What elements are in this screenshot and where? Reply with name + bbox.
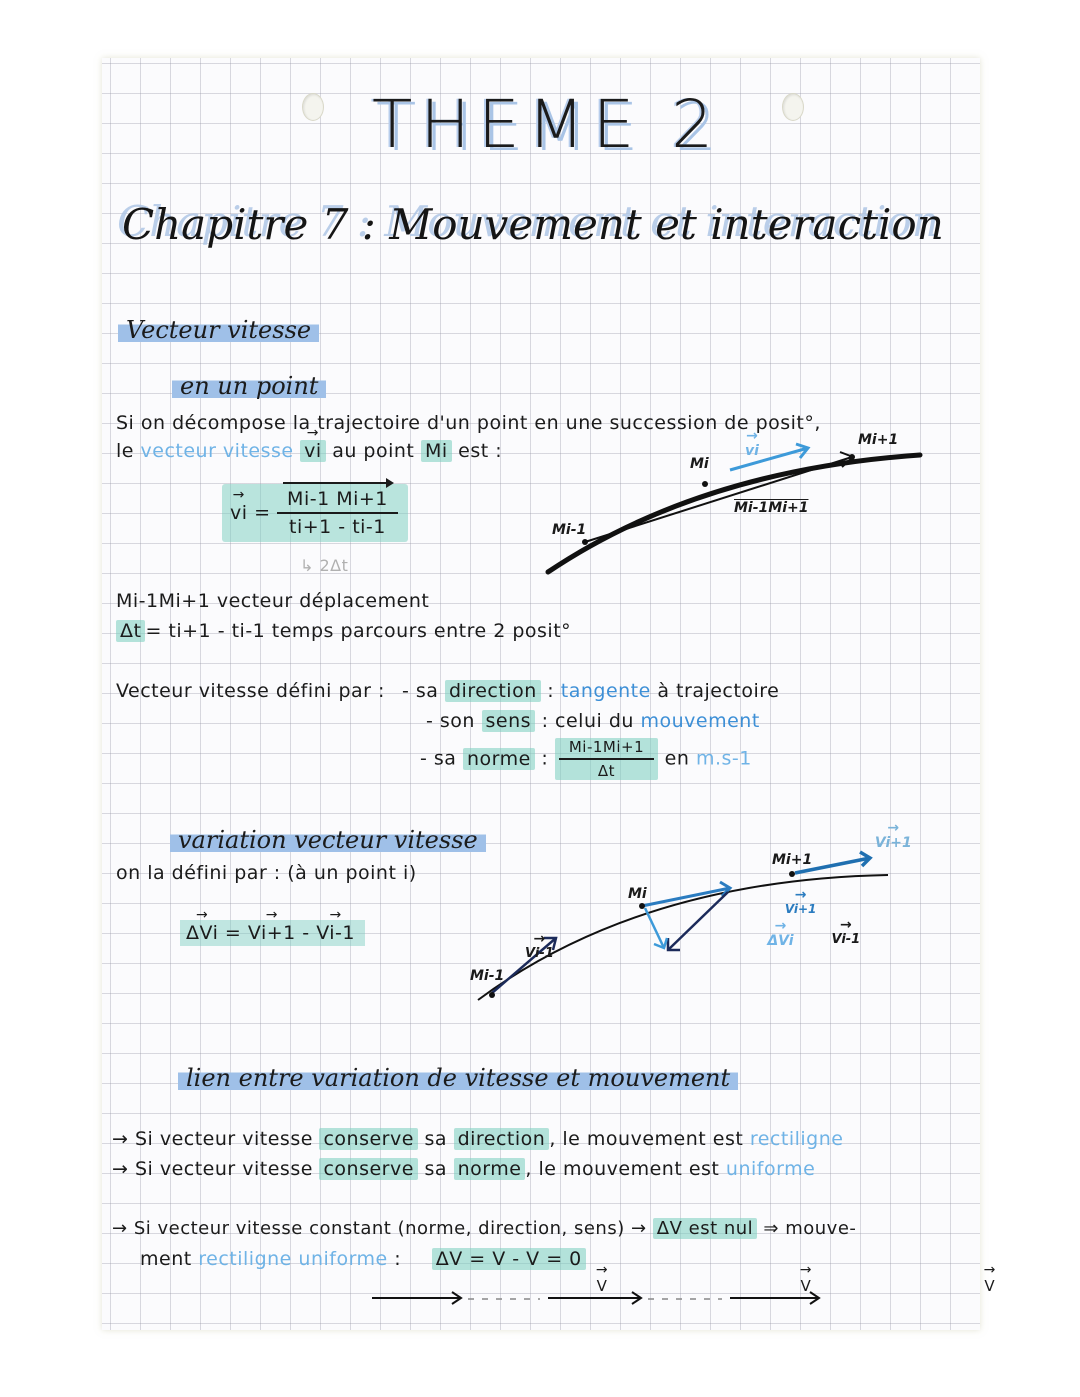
diagram2-label-v-next: → Vi+1: [875, 835, 912, 851]
diagram2-label-v-prev: → Vi-1: [525, 946, 554, 961]
uniform-vector-label-1: → V: [597, 1277, 608, 1295]
uniform-vector-label-3: → V: [984, 1277, 995, 1295]
theme-title: THEME 2: [372, 86, 722, 163]
rule-rectiligne: → Si vecteur vitesse conserve sa direction , le mouvement est rectiligne: [112, 1128, 844, 1150]
rule-constant-line-2: ment rectiligne uniforme : ΔV = V - V = 0: [140, 1248, 586, 1270]
diagram1-label-mi: Mi: [690, 456, 709, 472]
diagram2-label-mi+1: Mi+1: [772, 852, 813, 868]
uniform-vector-label-2: → V: [801, 1277, 812, 1295]
diagram2-label-delta-v: → ΔVi: [767, 933, 793, 949]
definition-item-direction: - sa direction : tangente à trajectoire: [402, 680, 780, 702]
definition-item-norme: - sa norme : $\frac{Mi-1Mi+1}{\Delta t}$ en m.s-1: [420, 738, 752, 780]
definition-intro: Vecteur vitesse défini par :: [116, 680, 385, 702]
section-heading-lien: lien entre variation de vitesse et mouvement: [178, 1064, 738, 1092]
definition-item-sens: - son sens : celui du mouvement: [426, 710, 760, 732]
diagram1-label-mi-1: Mi-1: [552, 522, 587, 538]
rule-uniforme: → Si vecteur vitesse conserve sa norme , le mouvement est uniforme: [112, 1158, 816, 1180]
section-heading-vecteur-vitesse: Vecteur vitesse: [118, 316, 319, 344]
subheading-en-un-point: en un point: [172, 372, 326, 400]
chapter-title: Chapitre 7 : Mouvement et interaction: [122, 200, 944, 249]
velocity-formula: → vi = $\frac{Mi-1 Mi+1}{ti+1 - ti-1}$: [222, 484, 408, 542]
section-heading-variation: variation vecteur vitesse: [170, 826, 486, 854]
delta-v-formula: → ΔVi = → Vi+1 - → Vi-1: [180, 920, 365, 946]
diagram2-label-v-prev-neg: → Vi-1: [832, 932, 861, 947]
diagram2-label-mi-1: Mi-1: [470, 968, 505, 984]
diagram1-label-mi+1: Mi+1: [858, 432, 899, 448]
diagram1-label-vi: → vi: [745, 443, 759, 459]
rule-constant-line-1: → Si vecteur vitesse constant (norme, direction, sens) → ΔV est nul ⇒ mouve-: [112, 1218, 857, 1239]
def-displacement: Mi-1Mi+1 vecteur déplacement: [116, 590, 430, 612]
def-delta-t: Δt = ti+1 - ti-1 temps parcours entre 2 posit°: [116, 620, 571, 642]
intro-line-1: Si on décompose la trajectoire d'un point en une succession de posit°,: [116, 412, 821, 434]
variation-intro: on la défini par : (à un point i): [116, 862, 417, 884]
diagram2-label-v-next-at-mi: → Vi+1: [785, 902, 817, 916]
intro-line-2: le vecteur vitesse → vi au point Mi est :: [116, 440, 502, 462]
formula-note-2dt: ↳ 2Δt: [300, 556, 349, 575]
diagram2-label-mi: Mi: [628, 886, 647, 902]
diagram1-label-displacement: Mi-1Mi+1: [734, 500, 809, 516]
